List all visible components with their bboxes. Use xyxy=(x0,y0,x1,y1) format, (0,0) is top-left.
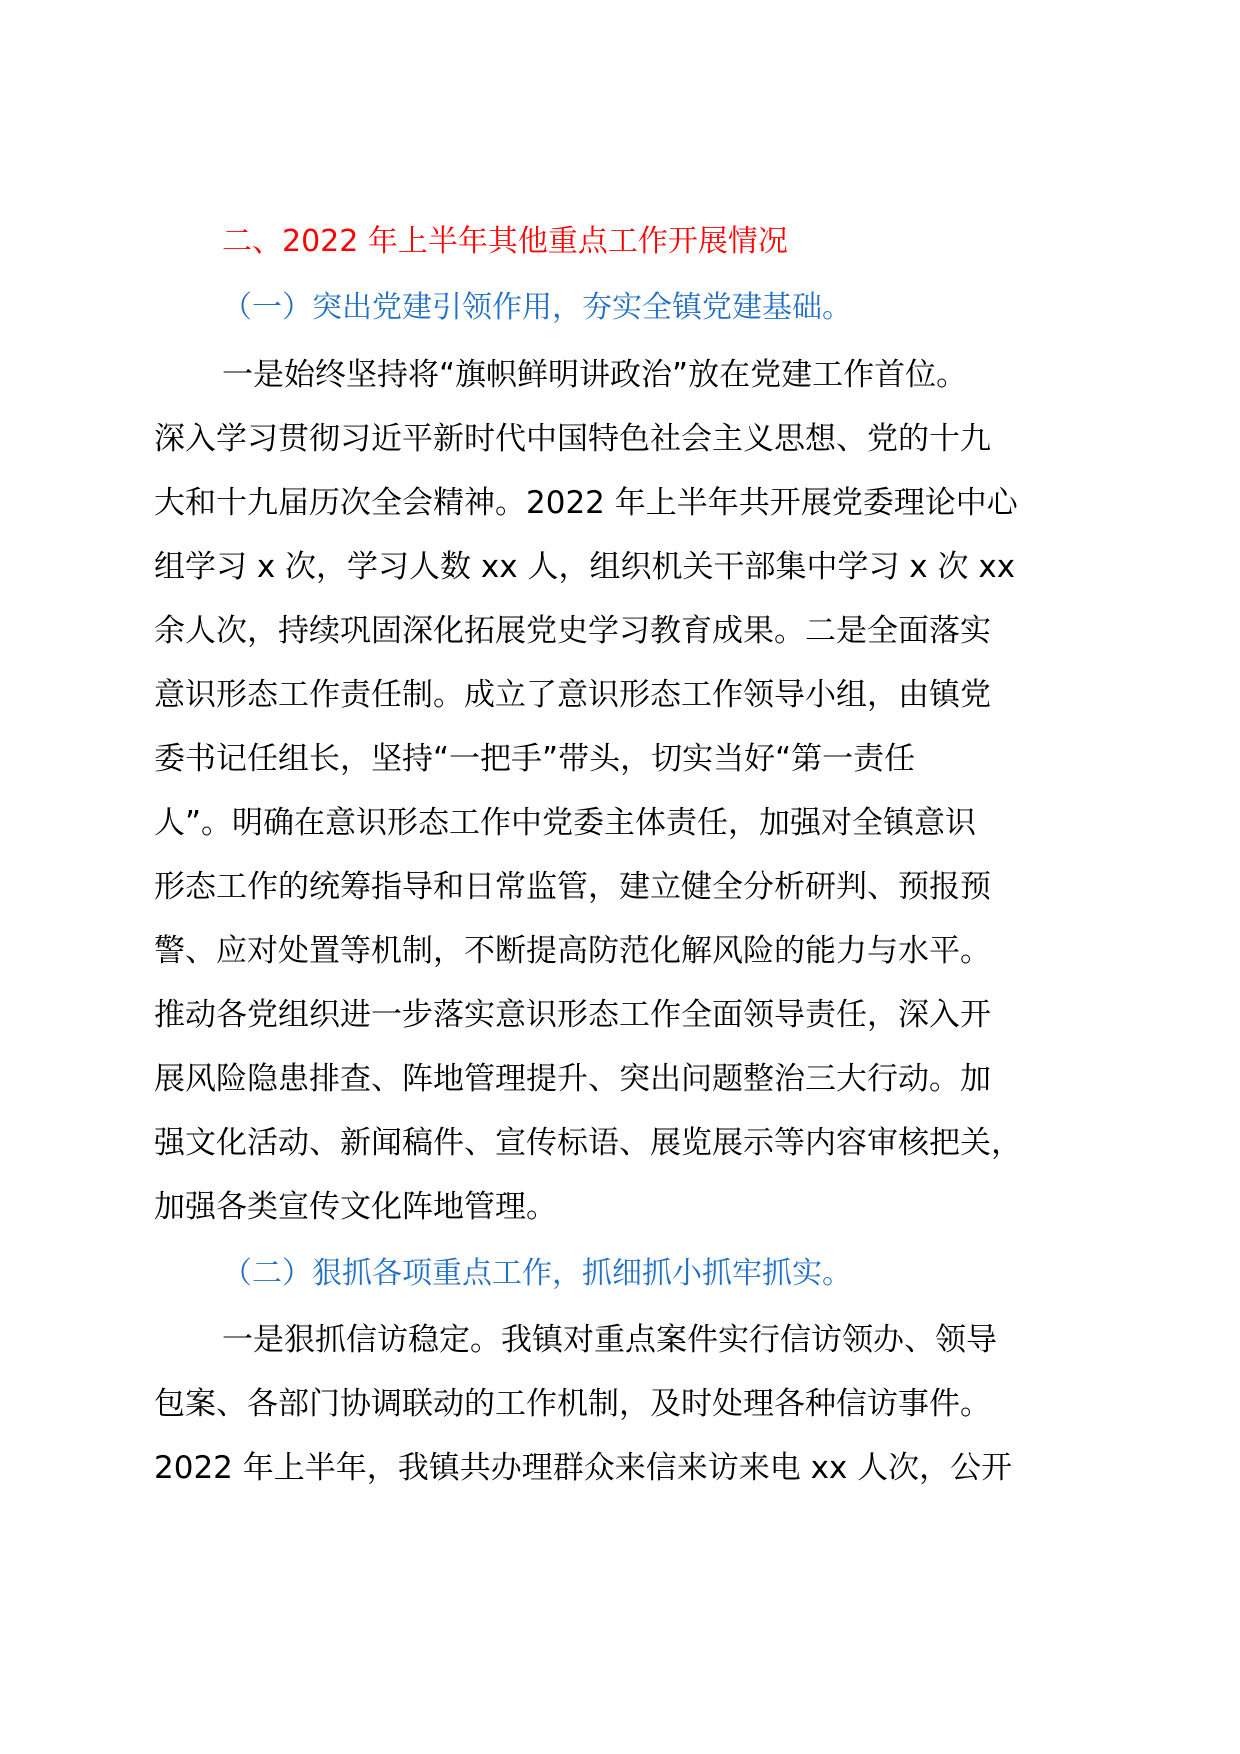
subsection-heading-2: （二）狠抓各项重点工作，抓细抓小抓牢抓实。 xyxy=(222,1256,852,1291)
paragraph-line: 推动各党组织进一步落实意识形态工作全面领导责任，深入开 xyxy=(154,997,991,1033)
paragraph-line: 一是狠抓信访稳定。我镇对重点案件实行信访领办、领导 xyxy=(222,1322,997,1358)
paragraph-line: 委书记任组长，坚持“一把手”带头，切实当好“第一责任 xyxy=(154,741,916,777)
paragraph-line: 余人次，持续巩固深化拓展党史学习教育成果。二是全面落实 xyxy=(154,613,991,649)
paragraph-line: 人”。明确在意识形态工作中党委主体责任，加强对全镇意识 xyxy=(154,805,977,841)
paragraph-line: 包案、各部门协调联动的工作机制，及时处理各种信访事件。 xyxy=(154,1386,991,1422)
subsection-heading-1: （一）突出党建引领作用，夯实全镇党建基础。 xyxy=(222,290,852,325)
paragraph-line: 大和十九届历次全会精神。2022 年上半年共开展党委理论中心 xyxy=(154,485,1018,521)
paragraph-line: 组学习 x 次，学习人数 xx 人，组织机关干部集中学习 x 次 xx xyxy=(154,549,1016,585)
paragraph-line: 意识形态工作责任制。成立了意识形态工作领导小组，由镇党 xyxy=(154,677,991,713)
paragraph-line: 深入学习贯彻习近平新时代中国特色社会主义思想、党的十九 xyxy=(154,421,991,457)
paragraph-line: 展风险隐患排查、阵地管理提升、突出问题整治三大行动。加 xyxy=(154,1061,991,1097)
paragraph-line: 加强各类宣传文化阵地管理。 xyxy=(154,1189,557,1225)
paragraph-line: 强文化活动、新闻稿件、宣传标语、展览展示等内容审核把关， xyxy=(154,1125,1022,1161)
paragraph-line: 警、应对处置等机制，不断提高防范化解风险的能力与水平。 xyxy=(154,933,991,969)
section-heading: 二、2022 年上半年其他重点工作开展情况 xyxy=(222,224,788,259)
paragraph-line: 2022 年上半年，我镇共办理群众来信来访来电 xx 人次，公开 xyxy=(154,1450,1013,1486)
paragraph-line: 形态工作的统筹指导和日常监管，建立健全分析研判、预报预 xyxy=(154,869,991,905)
paragraph-line: 一是始终坚持将“旗帜鲜明讲政治”放在党建工作首位。 xyxy=(222,357,968,393)
